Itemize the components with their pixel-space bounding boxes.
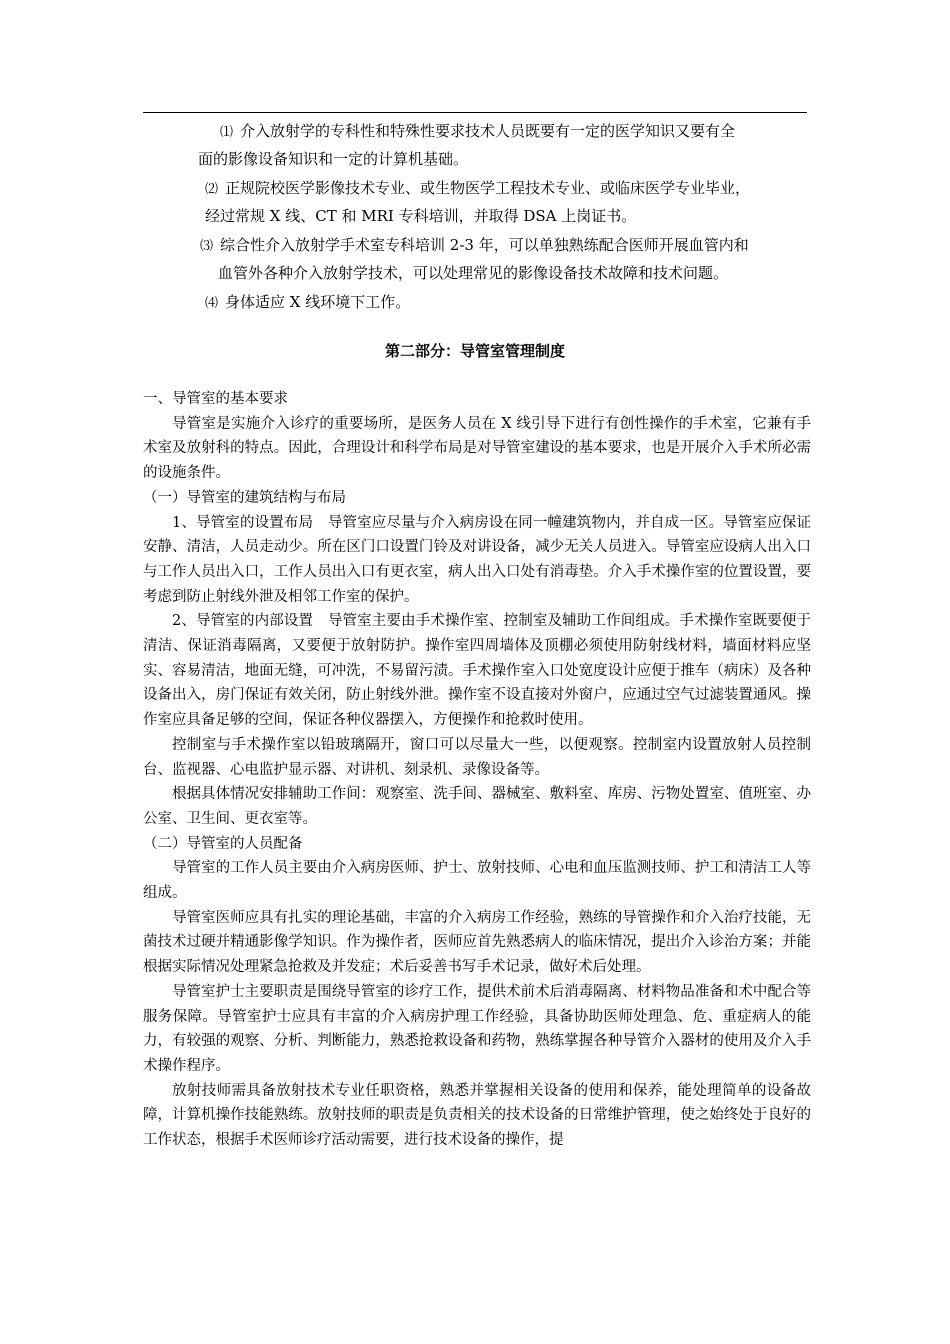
paragraph: 根据具体情况安排辅助工作间：观察室、洗手间、器械室、敷料室、库房、污物处置室、值班室、办公室、卫生间、更衣室等。 (143, 786, 811, 827)
list-number: ⑷ (205, 296, 219, 311)
subheading: （二）导管室的人员配备 (143, 835, 303, 852)
paragraph: 放射技师需具备放射技术专业任职资格，熟悉并掌握相关设备的使用和保养，能处理简单的设备故障，计算机操作技能熟练。放射技师的职责是负责相关的技术设备的日常维护管理，使之始终处于良好的工作状态，根据手术医师诊疗活动需要，进行技术设备的操作，提 (143, 1082, 811, 1149)
list-item (198, 289, 810, 317)
heading-1: 一、导管室的基本要求 (143, 391, 288, 407)
requirements-list (198, 118, 810, 317)
paragraph: 导管室护士主要职责是围绕导管室的诊疗工作，提供术前术后消毒隔离、材料物品准备和术中配合等服务保障。导管室护士应具有丰富的介入病房护理工作经验，具备协助医师处理急、危、重症病人的能力，有较强的观察、分析、判断能力，熟悉抢救设备和药物，熟练掌握各种导管介入器材的使用及介入手术操作程序。 (143, 983, 811, 1074)
list-item (198, 118, 810, 172)
list-text-line: 正规院校医学影像技术专业、或生物医学工程技术专业、或临床医学专业毕业， (225, 179, 751, 197)
list-text-line: 综合性介入放射学手术室专科培训 2-3 年，可以单独熟练配合医师开展血管内和 (220, 236, 749, 254)
paragraph: 1、导管室的设置布局 导管室应尽量与介入病房设在同一幢建筑物内，并自成一区。导管室应保证安静、清洁，人员走动少。所在区门口设置门铃及对讲设备，减少无关人员进入。导管室应设病人出入口与工作人员出入口，工作人员出入口有更衣室，病人出入口处有消毒垫。介入手术操作室的位置设置，要考虑到防止射线外泄及相邻工作室的保护。 (143, 514, 811, 605)
paragraph: 导管室医师应具有扎实的理论基础，丰富的介入病房工作经验，熟练的导管操作和介入治疗技能，无菌技术过硬并精通影像学知识。作为操作者，医师应首先熟悉病人的临床情况，提出介入诊治方案；并能根据实际情况处理紧急抢救及并发症；术后妥善书写手术记录，做好术后处理。 (143, 909, 811, 976)
list-item (198, 232, 810, 286)
list-item (198, 175, 810, 229)
list-text-line: 面的影像设备知识和一定的计算机基础。 (198, 150, 469, 168)
list-number: ⑴ (220, 125, 234, 140)
subheading: （一）导管室的建筑结构与布局 (143, 489, 346, 506)
list-number: ⑶ (200, 239, 214, 254)
paragraph: 控制室与手术操作室以铅玻璃隔开，窗口可以尽量大一些，以便观察。控制室内设置放射人员控制台、监视器、心电监护显示器、对讲机、刻录机、录像设备等。 (143, 736, 811, 778)
body-text (143, 387, 811, 1153)
list-text-line: 介入放射学的专科性和特殊性要求技术人员既要有一定的医学知识又要有全 (240, 122, 736, 140)
list-number: ⑵ (205, 182, 219, 197)
paragraph: 导管室是实施介入诊疗的重要场所，是医务人员在 X 线引导下进行有创性操作的手术室，它兼有手术室及放射科的特点。因此，合理设计和科学布局是对导管室建设的基本要求，也是开展介入手术所必需的设施条件。 (143, 415, 811, 482)
paragraph: 导管室的工作人员主要由介入病房医师、护士、放射技师、心电和血压监测技师、护工和清洁工人等组成。 (143, 860, 811, 902)
list-text-line: 身体适应 X 线环境下工作。 (225, 293, 411, 311)
header-rule (143, 112, 807, 113)
section-title: 第二部分：导管室管理制度 (384, 342, 565, 360)
list-text-line: 血管外各种介入放射学技术，可以处理常见的影像设备技术故障和技术问题。 (218, 264, 729, 282)
paragraph: 2、导管室的内部设置 导管室主要由手术操作室、控制室及辅助工作间组成。手术操作室既要便于清洁、保证消毒隔离，又要便于放射防护。操作室四周墙体及顶棚必须使用防射线材料，墙面材料应坚实、容易清洁，地面无缝，可冲洗，不易留污渍。手术操作室入口处宽度设计应便于推车（病床）及各种设备出入，房门保证有效关闭，防止射线外泄。操作室不设直接对外窗户，应通过空气过滤装置通风。操作室应具备足够的空间，保证各种仪器摆入，方便操作和抢救时使用。 (143, 613, 811, 729)
list-text-line: 经过常规 X 线、CT 和 MRI 专科培训，并取得 DSA 上岗证书。 (205, 207, 637, 225)
